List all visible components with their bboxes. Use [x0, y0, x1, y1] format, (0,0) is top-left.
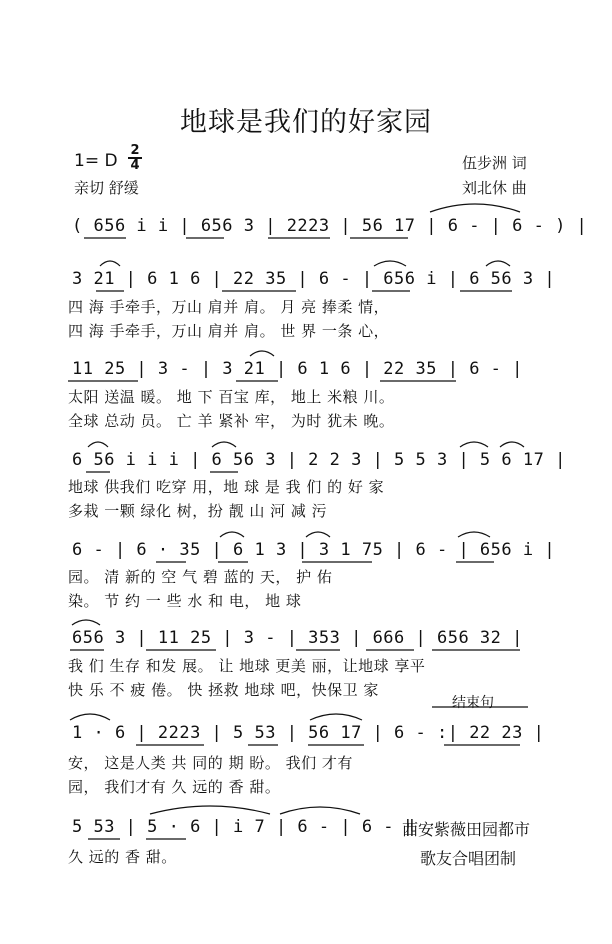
slur-mark [500, 442, 524, 447]
credit-line-1: 西安紫薇田园都市 [402, 820, 531, 839]
lyric-line: 染。 节 约 一 些 水 和 电， 地 球 [68, 592, 302, 610]
lyric-line: 太阳 送温 暖。 地 下 百宝 库， 地上 米粮 川。 [68, 388, 395, 406]
song-title: 地球是我们的好家园 [180, 107, 432, 138]
time-signature-top: 2 [130, 143, 140, 158]
slur-mark [306, 532, 330, 537]
slur-mark [100, 261, 120, 266]
time-signature-bottom: 4 [130, 158, 140, 173]
ending-annotation: 结束句 [452, 695, 494, 711]
slur-mark [150, 806, 270, 814]
slur-mark [280, 807, 360, 814]
slur-mark [374, 261, 406, 266]
slur-mark [310, 714, 362, 720]
staff-line-8: 5 53 | 5 · 6 | i 7 | 6 - | 6 - ‖ [72, 817, 416, 837]
tempo-mood: 亲切 舒缓 [74, 179, 139, 197]
slur-mark [486, 261, 510, 266]
staff-line-6: 656 3 | 11 25 | 3 - | 353 | 666 | 656 32 | [72, 628, 523, 648]
lyric-line: 地球 供我们 吃穿 用，地 球 是 我 们 的 好 家 [68, 478, 385, 496]
credit-line-2: 歌友合唱团制 [420, 849, 517, 868]
slur-mark [430, 204, 520, 212]
staff-line-3: 11 25 | 3 - | 3 21 | 6 1 6 | 22 35 | 6 - | [72, 359, 523, 379]
lyricist-credit: 伍步洲 词 [462, 154, 527, 172]
slur-mark [88, 442, 108, 447]
lyric-line: 快 乐 不 疲 倦。 快 拯救 地球 吧，快保卫 家 [68, 681, 379, 699]
slur-mark [458, 532, 490, 537]
lyric-line: 久 远的 香 甜。 [68, 848, 177, 866]
composer-credit: 刘北休 曲 [462, 179, 527, 197]
slur-mark [220, 532, 244, 537]
lyric-line: 四 海 手牵手，万山 肩并 肩。 世 界 一条 心， [68, 322, 390, 340]
slur-mark [250, 351, 274, 356]
lyric-line: 多栽 一颗 绿化 树，扮 靓 山 河 减 污 [68, 502, 328, 520]
staff-line-5: 6 - | 6 · 35 | 6 1 3 | 3 1 75 | 6 - | 656 i | [72, 540, 556, 560]
lyric-line: 安， 这是人类 共 同的 期 盼。 我们 才有 [68, 754, 353, 772]
staff-line-7: 1 · 6 | 2223 | 5 53 | 56 17 | 6 - :| 22 23 | [72, 723, 545, 743]
key-signature: 1= D [74, 151, 118, 171]
lyric-line: 四 海 手牵手，万山 肩并 肩。 月 亮 捧柔 情， [68, 298, 390, 316]
time-signature [128, 145, 142, 171]
slur-mark [70, 714, 110, 720]
staff-line-1: ( 656 i i | 656 3 | 2223 | 56 17 | 6 - | 6 - ) | [72, 216, 588, 236]
staff-line-2: 3 21 | 6 1 6 | 22 35 | 6 - | 656 i | 6 56 3 | [72, 269, 556, 289]
slur-mark [72, 620, 100, 625]
lyric-line: 全球 总动 员。 亡 羊 紧补 牢， 为时 犹未 晚。 [68, 412, 395, 430]
lyric-line: 园。 清 新的 空 气 碧 蓝的 天， 护 佑 [68, 568, 333, 586]
lyric-line: 园， 我们才有 久 远的 香 甜。 [68, 778, 281, 796]
staff-line-4: 6 56 i i i | 6 56 3 | 2 2 3 | 5 5 3 | 5 6 17 | [72, 450, 566, 470]
lyric-line: 我 们 生存 和发 展。 让 地球 更美 丽，让地球 享平 [68, 657, 426, 675]
slur-mark [460, 442, 488, 447]
slur-mark [212, 442, 236, 447]
